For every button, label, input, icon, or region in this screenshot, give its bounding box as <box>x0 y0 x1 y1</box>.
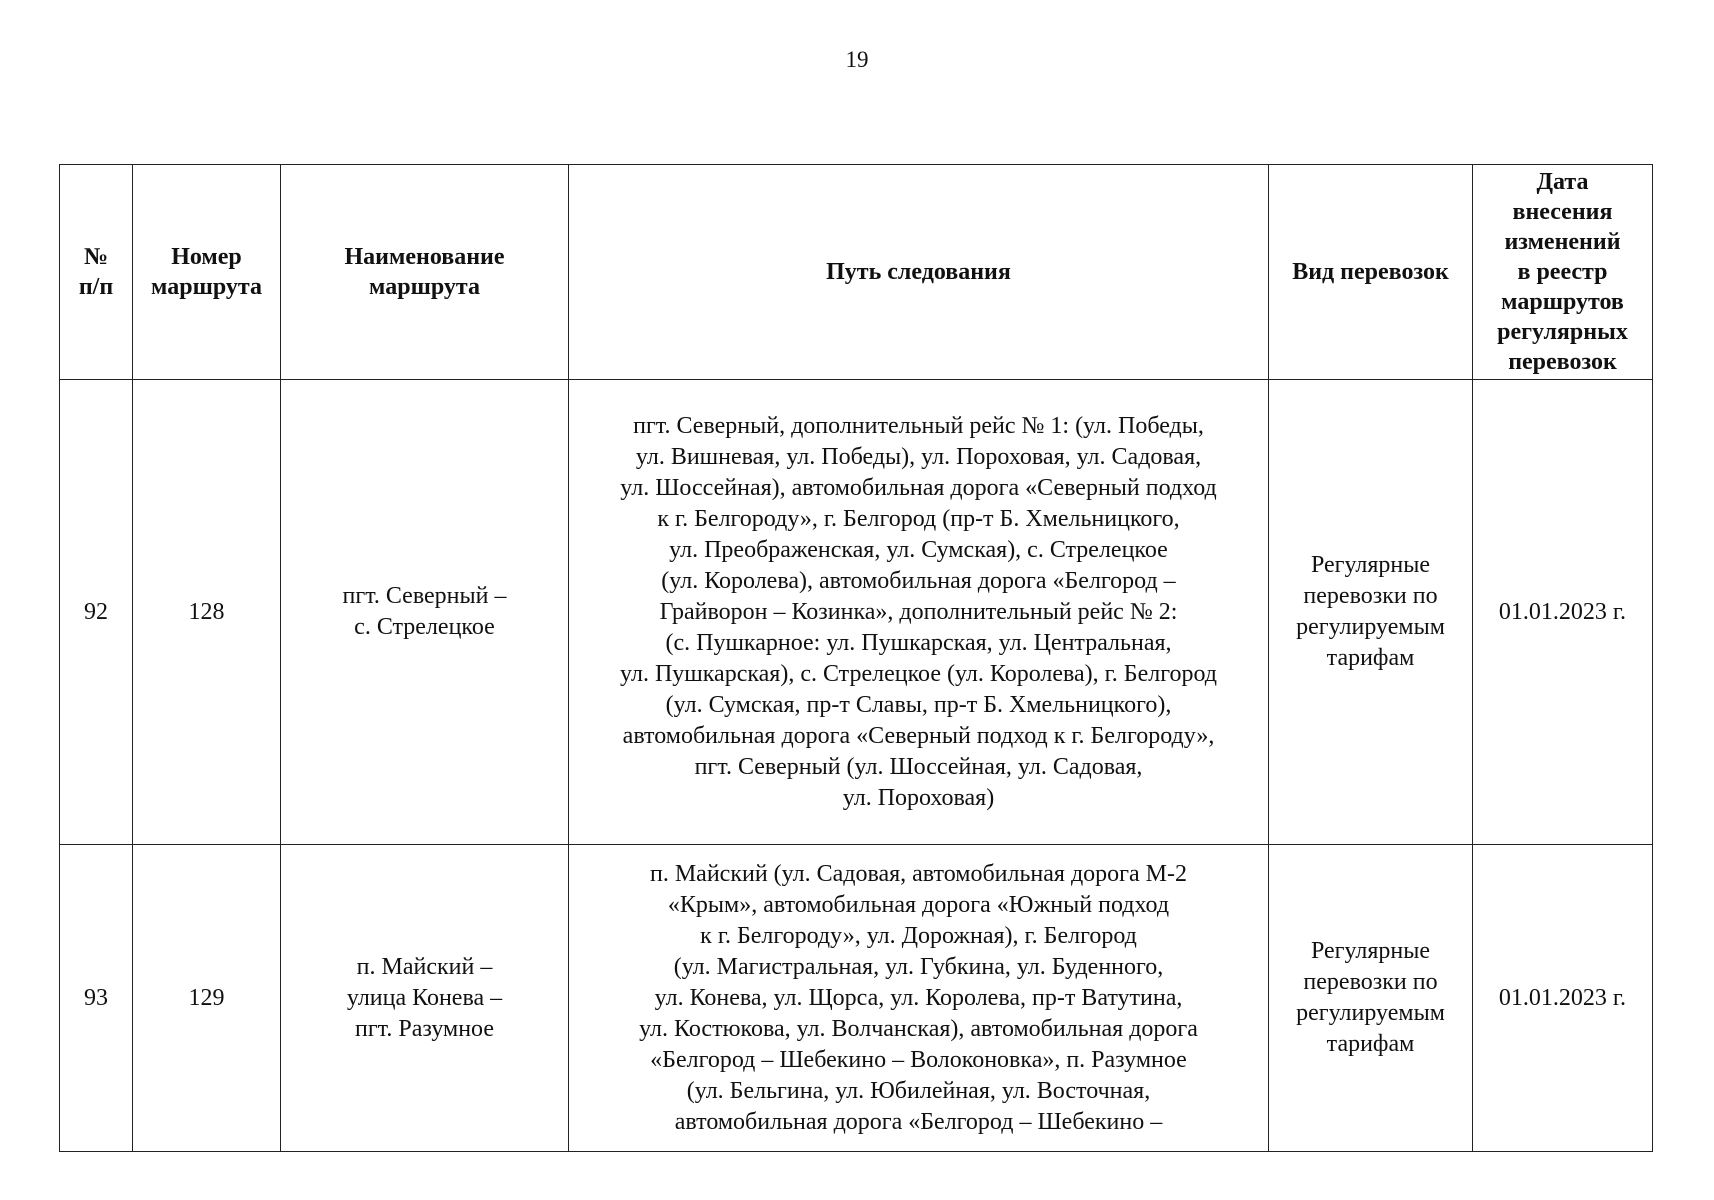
table-row <box>60 845 1653 1152</box>
header-date-lines <box>1477 167 1648 377</box>
header-transport-type-lines <box>1273 257 1468 287</box>
text-line: п. Майский (ул. Садовая, автомобильная дорога М-2 <box>649 861 1187 887</box>
transport-type-lines <box>1275 550 1466 674</box>
text-line: (ул. Бельгина, ул. Юбилейная, ул. Восточная, <box>686 1078 1151 1104</box>
text-line: ул. Пушкарская), с. Стрелецкое (ул. Королева), г. Белгород <box>620 660 1217 687</box>
text-line: перевозок <box>1508 349 1617 375</box>
text-line: регулярных <box>1497 319 1628 345</box>
text-line: Путь следования <box>826 259 1011 285</box>
cell-path <box>569 380 1269 845</box>
header-route-name <box>281 165 569 380</box>
header-path <box>569 165 1269 380</box>
cell-route-name <box>281 845 569 1152</box>
table-row <box>60 380 1653 845</box>
text-line: маршрутов <box>1501 289 1624 315</box>
text-line: изменений <box>1504 229 1621 255</box>
cell-num: 93 <box>60 845 133 1152</box>
header-path-lines <box>573 257 1264 287</box>
cell-transport-type <box>1269 380 1473 845</box>
text-line: регулируемым <box>1296 1000 1445 1026</box>
cell-route-number: 128 <box>133 380 281 845</box>
text-line: «Белгород – Шебекино – Волоконовка», п. Разумное <box>650 1047 1187 1073</box>
cell-transport-type <box>1269 845 1473 1152</box>
header-transport-type <box>1269 165 1473 380</box>
cell-date: 01.01.2023 г. <box>1473 845 1653 1152</box>
route-name-lines <box>287 581 562 643</box>
text-line: пгт. Северный – <box>342 583 507 609</box>
text-line: тарифам <box>1326 645 1415 671</box>
text-line: к г. Белгороду», ул. Дорожная), г. Белгород <box>700 923 1137 949</box>
text-line: (с. Пушкарное: ул. Пушкарская, ул. Центральная, <box>665 629 1172 656</box>
text-line: Дата <box>1536 169 1589 195</box>
text-line: п. Майский – <box>356 953 493 980</box>
text-line: ул. Преображенская, ул. Сумская), с. Стрелецкое <box>669 536 1168 563</box>
text-line: № <box>83 244 109 270</box>
text-line: автомобильная дорога «Белгород – Шебекино – <box>674 1109 1163 1135</box>
cell-route-name <box>281 380 569 845</box>
text-line: маршрута <box>369 274 480 300</box>
text-line: Грайворон – Козинка», дополнительный рейс № 2: <box>659 598 1178 625</box>
text-line: ул. Шоссейная), автомобильная дорога «Северный подход <box>620 474 1217 501</box>
text-line: тарифам <box>1326 1031 1415 1057</box>
table-header-row <box>60 165 1653 380</box>
text-line: улица Конева – <box>346 984 503 1011</box>
text-line: с. Стрелецкое <box>354 614 495 640</box>
transport-type-lines <box>1275 936 1466 1060</box>
cell-route-number: 129 <box>133 845 281 1152</box>
text-line: ул. Пороховая) <box>842 784 995 811</box>
text-line: п/п <box>78 274 114 300</box>
header-route-name-lines <box>285 242 564 302</box>
text-line: ул. Костюкова, ул. Волчанская), автомобильная дорога <box>639 1016 1198 1042</box>
text-line: Номер <box>171 244 242 270</box>
cell-date: 01.01.2023 г. <box>1473 380 1653 845</box>
text-line: «Крым», автомобильная дорога «Южный подход <box>667 892 1170 918</box>
text-line: пгт. Северный, дополнительный рейс № 1: (ул. Победы, <box>633 412 1204 439</box>
text-line: пгт. Северный (ул. Шоссейная, ул. Садовая, <box>694 753 1143 780</box>
text-line: маршрута <box>151 274 262 300</box>
text-line: в реестр <box>1517 259 1608 285</box>
header-num <box>60 165 133 380</box>
path-lines <box>575 845 1262 1151</box>
text-line: ул. Вишневая, ул. Победы), ул. Пороховая, ул. Садовая, <box>635 443 1202 470</box>
text-line: перевозки по <box>1303 583 1438 609</box>
cell-num: 92 <box>60 380 133 845</box>
text-line: ул. Конева, ул. Щорса, ул. Королева, пр-т Ватутина, <box>654 985 1183 1011</box>
text-line: пгт. Разумное <box>354 1015 494 1042</box>
cell-path <box>569 845 1269 1152</box>
text-line: автомобильная дорога «Северный подход к г. Белгороду», <box>622 722 1215 749</box>
text-line: Регулярные <box>1310 938 1431 964</box>
header-route-number-lines <box>137 242 276 302</box>
text-line: (ул. Магистральная, ул. Губкина, ул. Буденного, <box>673 954 1164 980</box>
routes-table <box>59 164 1653 1152</box>
route-name-lines <box>287 952 562 1045</box>
text-line: Наименование <box>344 244 505 270</box>
text-line: к г. Белгороду», г. Белгород (пр-т Б. Хмельницкого, <box>657 505 1180 532</box>
header-num-lines <box>64 242 128 302</box>
text-line: перевозки по <box>1303 969 1438 995</box>
path-lines <box>575 411 1262 814</box>
text-line: (ул. Королева), автомобильная дорога «Белгород – <box>661 567 1176 594</box>
page-number: 19 <box>845 47 869 72</box>
text-line: (ул. Сумская, пр-т Славы, пр-т Б. Хмельницкого), <box>665 691 1172 718</box>
text-line: регулируемым <box>1296 614 1445 640</box>
text-line: Регулярные <box>1310 552 1431 578</box>
text-line: Вид перевозок <box>1292 259 1449 285</box>
header-route-number <box>133 165 281 380</box>
text-line: внесения <box>1512 199 1613 225</box>
header-date <box>1473 165 1653 380</box>
